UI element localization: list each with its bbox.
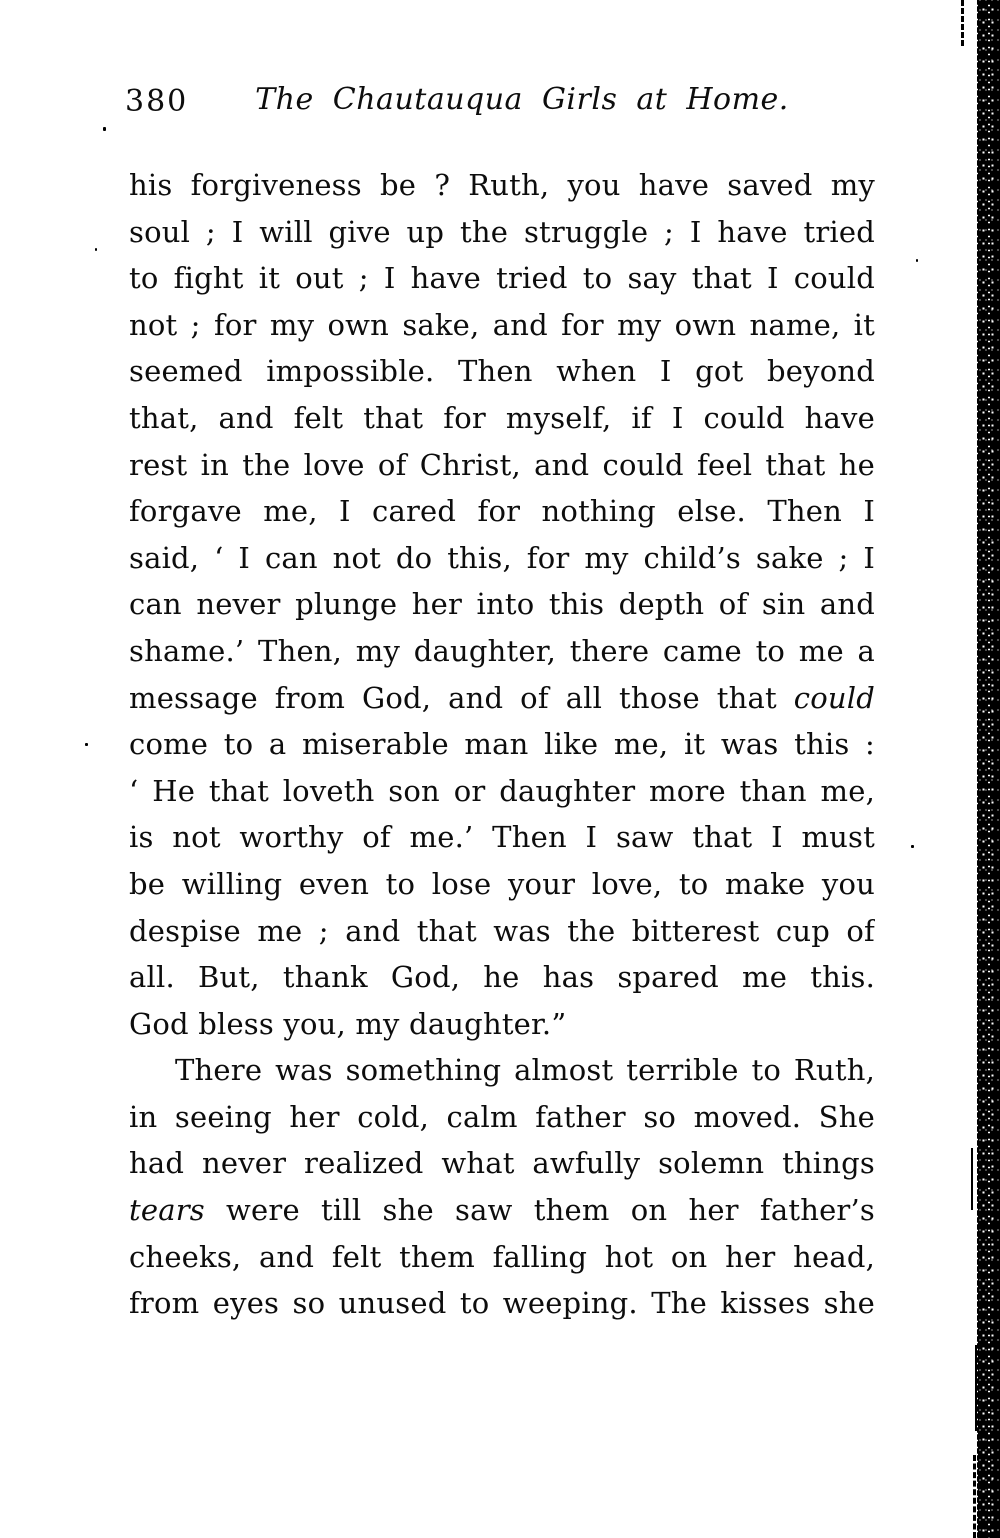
scan-speck bbox=[85, 743, 88, 746]
text-segment: had never realized what awfully solemn things bbox=[129, 1146, 875, 1181]
text-line bbox=[129, 1234, 875, 1281]
scan-speck bbox=[911, 845, 914, 848]
scan-speck bbox=[103, 127, 106, 131]
text-line bbox=[129, 1280, 875, 1327]
text-line bbox=[129, 861, 875, 908]
text-segment: said, ‘ I can not do this, for my child’s sake ; I bbox=[129, 540, 875, 575]
scan-edge-artifact bbox=[977, 0, 1000, 1538]
text-segment: were till she saw them on her father’s bbox=[204, 1193, 875, 1228]
text-line bbox=[129, 908, 875, 955]
text-line bbox=[129, 348, 875, 395]
text-line bbox=[129, 721, 875, 768]
text-segment: cheeks, and felt them falling hot on her head, bbox=[129, 1239, 875, 1274]
text-line bbox=[129, 302, 875, 349]
text-segment: seemed impossible. Then when I got beyond bbox=[129, 354, 875, 389]
text-line bbox=[129, 628, 875, 675]
text-line bbox=[129, 1001, 875, 1048]
text-line bbox=[129, 1140, 875, 1187]
text-segment: forgave me, I cared for nothing else. Then I bbox=[129, 494, 875, 529]
text-line bbox=[129, 954, 875, 1001]
text-block bbox=[129, 162, 875, 1327]
text-segment: can never plunge her into this depth of sin and bbox=[129, 587, 875, 622]
text-line bbox=[129, 255, 875, 302]
page-number: 380 bbox=[125, 84, 189, 119]
scan-dash-artifact bbox=[973, 1455, 976, 1538]
text-line bbox=[129, 675, 875, 722]
text-line bbox=[129, 814, 875, 861]
text-segment: message from God, and of all those that bbox=[129, 680, 794, 715]
text-segment: from eyes so unused to weeping. The kisses she bbox=[129, 1286, 875, 1321]
text-line bbox=[129, 162, 875, 209]
text-segment: despise me ; and that was the bitterest cup of bbox=[129, 913, 875, 948]
text-segment: rest in the love of Christ, and could feel that he bbox=[129, 447, 875, 482]
text-line bbox=[129, 395, 875, 442]
running-header bbox=[125, 82, 875, 126]
scan-dash-artifact bbox=[961, 0, 964, 46]
text-segment: to fight it out ; I have tried to say that I could bbox=[129, 261, 875, 296]
scan-line-artifact bbox=[971, 1148, 973, 1210]
text-segment: that, and felt that for myself, if I could have bbox=[129, 400, 875, 435]
running-title: The Chautauqua Girls at Home. bbox=[255, 82, 789, 117]
text-segment: God bless you, my daughter.” bbox=[129, 1006, 567, 1041]
text-segment: ‘ He that loveth son or daughter more than me, bbox=[129, 773, 875, 808]
text-line bbox=[129, 209, 875, 256]
text-line bbox=[129, 535, 875, 582]
text-line bbox=[129, 488, 875, 535]
text-line bbox=[129, 581, 875, 628]
scan-line-artifact bbox=[975, 1345, 977, 1431]
text-line bbox=[129, 442, 875, 489]
italic-text-segment: tears bbox=[129, 1193, 205, 1228]
text-segment: his forgiveness be ? Ruth, you have saved my bbox=[129, 168, 875, 202]
text-segment: be willing even to lose your love, to make you bbox=[129, 866, 875, 901]
text-line bbox=[129, 1187, 875, 1234]
text-line bbox=[129, 768, 875, 815]
text-line bbox=[129, 1094, 875, 1141]
scan-speck bbox=[95, 248, 97, 251]
text-segment: There was something almost terrible to Ruth, bbox=[175, 1053, 875, 1088]
text-segment: come to a miserable man like me, it was this : bbox=[129, 727, 875, 762]
text-segment: soul ; I will give up the struggle ; I have tried bbox=[129, 214, 875, 249]
text-segment: in seeing her cold, calm father so moved. She bbox=[129, 1099, 875, 1134]
text-segment: not ; for my own sake, and for my own name, it bbox=[129, 307, 875, 342]
text-segment: shame.’ Then, my daughter, there came to me a bbox=[129, 633, 875, 668]
italic-text-segment: could bbox=[793, 680, 875, 715]
text-line bbox=[129, 1047, 875, 1094]
text-segment: all. But, thank God, he has spared me this. bbox=[129, 960, 875, 995]
text-segment: is not worthy of me.’ Then I saw that I must bbox=[129, 820, 875, 855]
scan-speck bbox=[916, 259, 918, 262]
